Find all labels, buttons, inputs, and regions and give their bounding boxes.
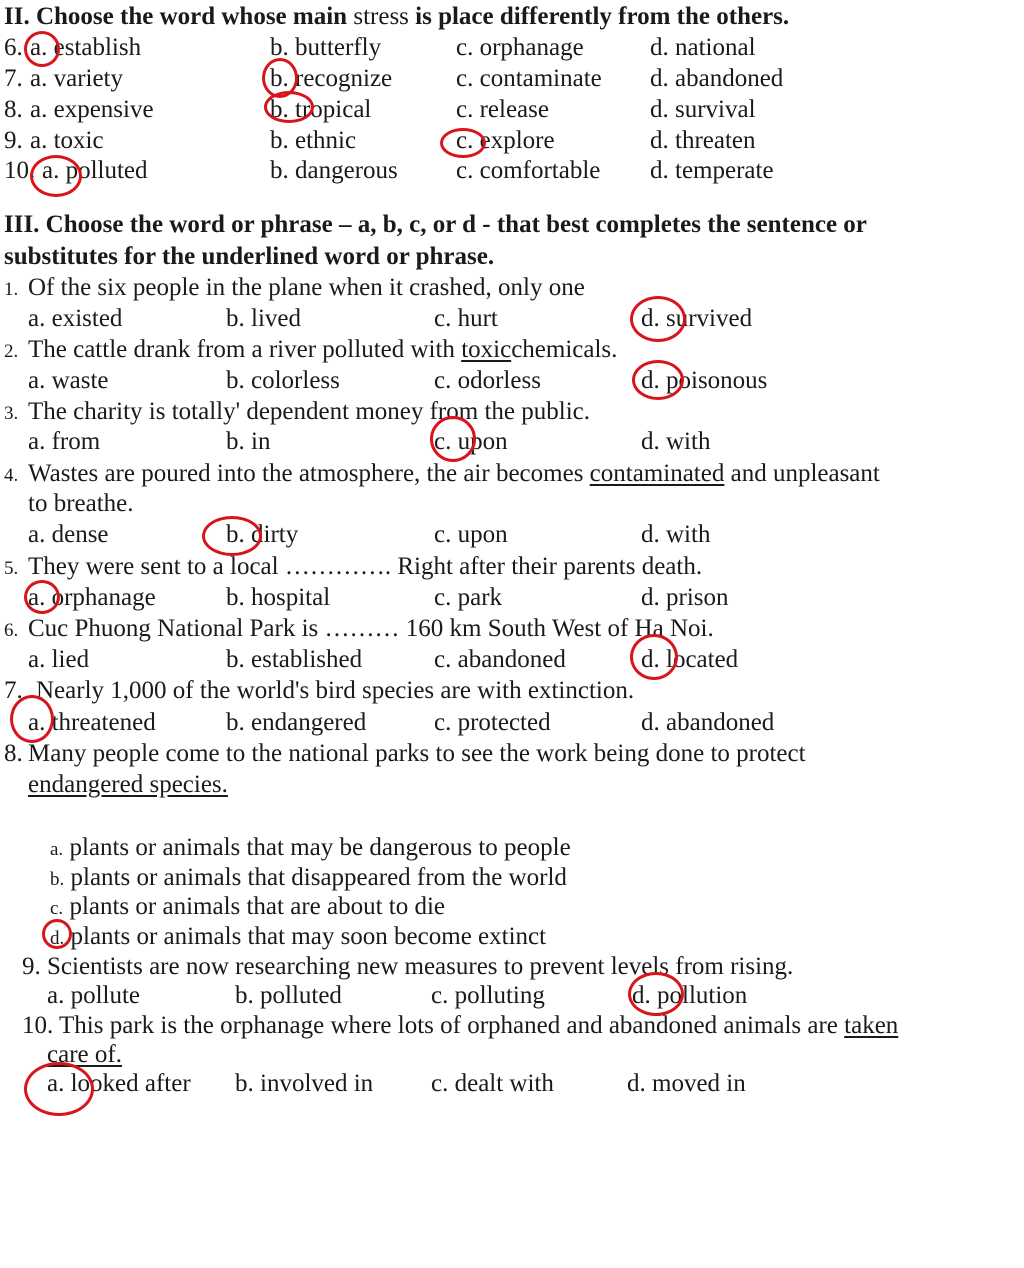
option-d[interactable]: d. survival <box>650 96 756 123</box>
section-2-title <box>4 2 789 32</box>
option-b[interactable]: b. hospital <box>226 584 331 611</box>
question-5-text: They were sent to a local …………. Right after their parents death. <box>28 553 703 580</box>
option-d[interactable]: d. pollution <box>632 982 748 1009</box>
question-number-text: 2. <box>4 341 19 362</box>
section-2-title-part3: is place differently from the others. <box>415 3 790 30</box>
option-a[interactable]: a. looked after <box>47 1070 191 1097</box>
question-number: 9. <box>4 127 23 154</box>
option-text: plants or animals that may be dangerous to people <box>69 834 571 861</box>
option-b[interactable]: b. recognize <box>270 65 393 92</box>
option-c[interactable]: c. polluting <box>431 982 545 1009</box>
option-text: plants or animals that disappeared from the world <box>70 864 567 891</box>
question-number-text: 3. <box>4 403 19 424</box>
question-9-text: Scientists are now researching new measures to prevent levels from rising. <box>47 953 794 980</box>
question-number <box>4 459 18 491</box>
option-b[interactable]: b. dangerous <box>270 157 398 184</box>
option-c[interactable]: c. orphanage <box>456 34 584 61</box>
option-a[interactable]: a. existed <box>28 305 123 332</box>
question-number <box>4 335 18 367</box>
question-2-text <box>28 335 617 365</box>
option-c[interactable]: c. upon <box>434 521 508 548</box>
option-a[interactable]: a. polluted <box>42 157 148 184</box>
option-b[interactable]: b. colorless <box>226 367 340 394</box>
option-d[interactable] <box>50 922 546 954</box>
question-6-text: Cuc Phuong National Park is ……… 160 km South West of Ha Noi. <box>28 615 714 642</box>
underlined-word: toxic <box>461 336 512 363</box>
option-b[interactable]: b. endangered <box>226 709 367 736</box>
question-number: 6. <box>4 34 23 61</box>
option-a[interactable]: a. waste <box>28 367 109 394</box>
option-b[interactable]: b. polluted <box>235 982 342 1009</box>
option-b[interactable]: b. lived <box>226 305 301 332</box>
question-number <box>4 614 18 646</box>
question-3-text: The charity is totally' dependent money from the public. <box>28 398 590 425</box>
option-c[interactable]: c. abandoned <box>434 646 566 673</box>
section-3-title-line2: substitutes for the underlined word or phrase. <box>4 243 495 270</box>
option-letter: a. <box>50 839 64 860</box>
question-number <box>4 397 18 429</box>
question-7-text: Nearly 1,000 of the world's bird species are with extinction. <box>36 677 635 704</box>
question-text-pre: Wastes are poured into the atmosphere, the air becomes <box>28 460 584 487</box>
option-letter: d. <box>50 928 65 949</box>
question-4-text <box>28 459 880 489</box>
question-number-text: 1. <box>4 279 19 300</box>
question-number: 9. <box>22 953 41 980</box>
option-letter: c. <box>50 898 64 919</box>
question-text-pre: This park is the orphanage where lots of orphaned and abandoned animals are <box>59 1012 838 1039</box>
option-b[interactable]: b. in <box>226 428 271 455</box>
option-d[interactable]: d. threaten <box>650 127 756 154</box>
option-c[interactable]: c. contaminate <box>456 65 602 92</box>
option-b[interactable]: b. dirty <box>226 521 299 548</box>
question-number-text: 4. <box>4 465 19 486</box>
question-number: 8. <box>4 96 23 123</box>
option-a[interactable]: a. orphanage <box>28 584 156 611</box>
option-b[interactable]: b. established <box>226 646 363 673</box>
option-a[interactable]: a. toxic <box>30 127 104 154</box>
question-text-post: and unpleasant <box>730 460 880 487</box>
question-text-post: chemicals. <box>511 336 618 363</box>
option-a[interactable]: a. lied <box>28 646 90 673</box>
option-text: plants or animals that may soon become extinct <box>70 923 547 950</box>
question-10-text <box>59 1011 898 1041</box>
option-c[interactable] <box>50 892 445 924</box>
section-3-title-line1: III. Choose the word or phrase – a, b, c, or d - that best completes the sentence or <box>4 211 867 238</box>
option-c[interactable]: c. release <box>456 96 549 123</box>
question-number: 7. <box>4 677 23 704</box>
question-number-text: 5. <box>4 558 19 579</box>
question-number: 10. <box>22 1012 54 1039</box>
option-a[interactable]: a. threatened <box>28 709 156 736</box>
underlined-word: taken <box>844 1012 899 1039</box>
question-8-text: Many people come to the national parks to see the work being done to protect <box>28 740 806 767</box>
option-c[interactable]: c. protected <box>434 709 551 736</box>
option-a[interactable]: a. from <box>28 428 101 455</box>
section-2-title-part2: stress <box>353 3 409 30</box>
option-c[interactable]: c. upon <box>434 428 508 455</box>
option-a[interactable]: a. establish <box>30 34 142 61</box>
option-d[interactable]: d. abandoned <box>641 709 775 736</box>
option-d[interactable]: d. national <box>650 34 756 61</box>
question-number <box>4 273 18 305</box>
underlined-phrase-cont: care of. <box>47 1041 122 1068</box>
option-letter: b. <box>50 869 65 890</box>
option-a[interactable]: a. variety <box>30 65 124 92</box>
option-b[interactable]: b. butterfly <box>270 34 382 61</box>
option-d[interactable]: d. with <box>641 521 711 548</box>
option-b[interactable]: b. involved in <box>235 1070 374 1097</box>
question-text-pre: The cattle drank from a river polluted with <box>28 336 455 363</box>
option-d[interactable]: d. temperate <box>650 157 774 184</box>
option-b[interactable] <box>50 863 567 895</box>
option-a[interactable]: a. dense <box>28 521 109 548</box>
question-number-text: 6. <box>4 620 19 641</box>
option-d[interactable]: d. survived <box>641 305 753 332</box>
option-a[interactable] <box>50 833 571 865</box>
question-number: 10. <box>4 157 36 184</box>
option-d[interactable]: d. abandoned <box>650 65 784 92</box>
option-c[interactable]: c. explore <box>456 127 555 154</box>
underlined-phrase: endangered species. <box>28 771 228 798</box>
option-d[interactable]: d. located <box>641 646 739 673</box>
option-text: plants or animals that are about to die <box>69 893 446 920</box>
option-d[interactable]: d. moved in <box>627 1070 746 1097</box>
underlined-word: contaminated <box>589 460 725 487</box>
option-c[interactable]: c. park <box>434 584 503 611</box>
question-number: 8. <box>4 740 23 767</box>
option-a[interactable]: a. expensive <box>30 96 154 123</box>
option-c[interactable]: c. odorless <box>434 367 541 394</box>
option-c[interactable]: c. hurt <box>434 305 498 332</box>
option-c[interactable]: c. dealt with <box>431 1070 554 1097</box>
option-a[interactable]: a. pollute <box>47 982 141 1009</box>
section-2-title-part1: II. Choose the word whose main <box>4 3 348 30</box>
question-number <box>4 552 18 584</box>
option-d[interactable]: d. poisonous <box>641 367 768 394</box>
option-d[interactable]: d. with <box>641 428 711 455</box>
option-d[interactable]: d. prison <box>641 584 729 611</box>
question-1-text: Of the six people in the plane when it crashed, only one <box>28 274 585 301</box>
option-c[interactable]: c. comfortable <box>456 157 601 184</box>
question-number: 7. <box>4 65 23 92</box>
option-b[interactable]: b. ethnic <box>270 127 357 154</box>
option-b[interactable]: b. tropical <box>270 96 372 123</box>
question-4-text-cont: to breathe. <box>28 490 134 517</box>
